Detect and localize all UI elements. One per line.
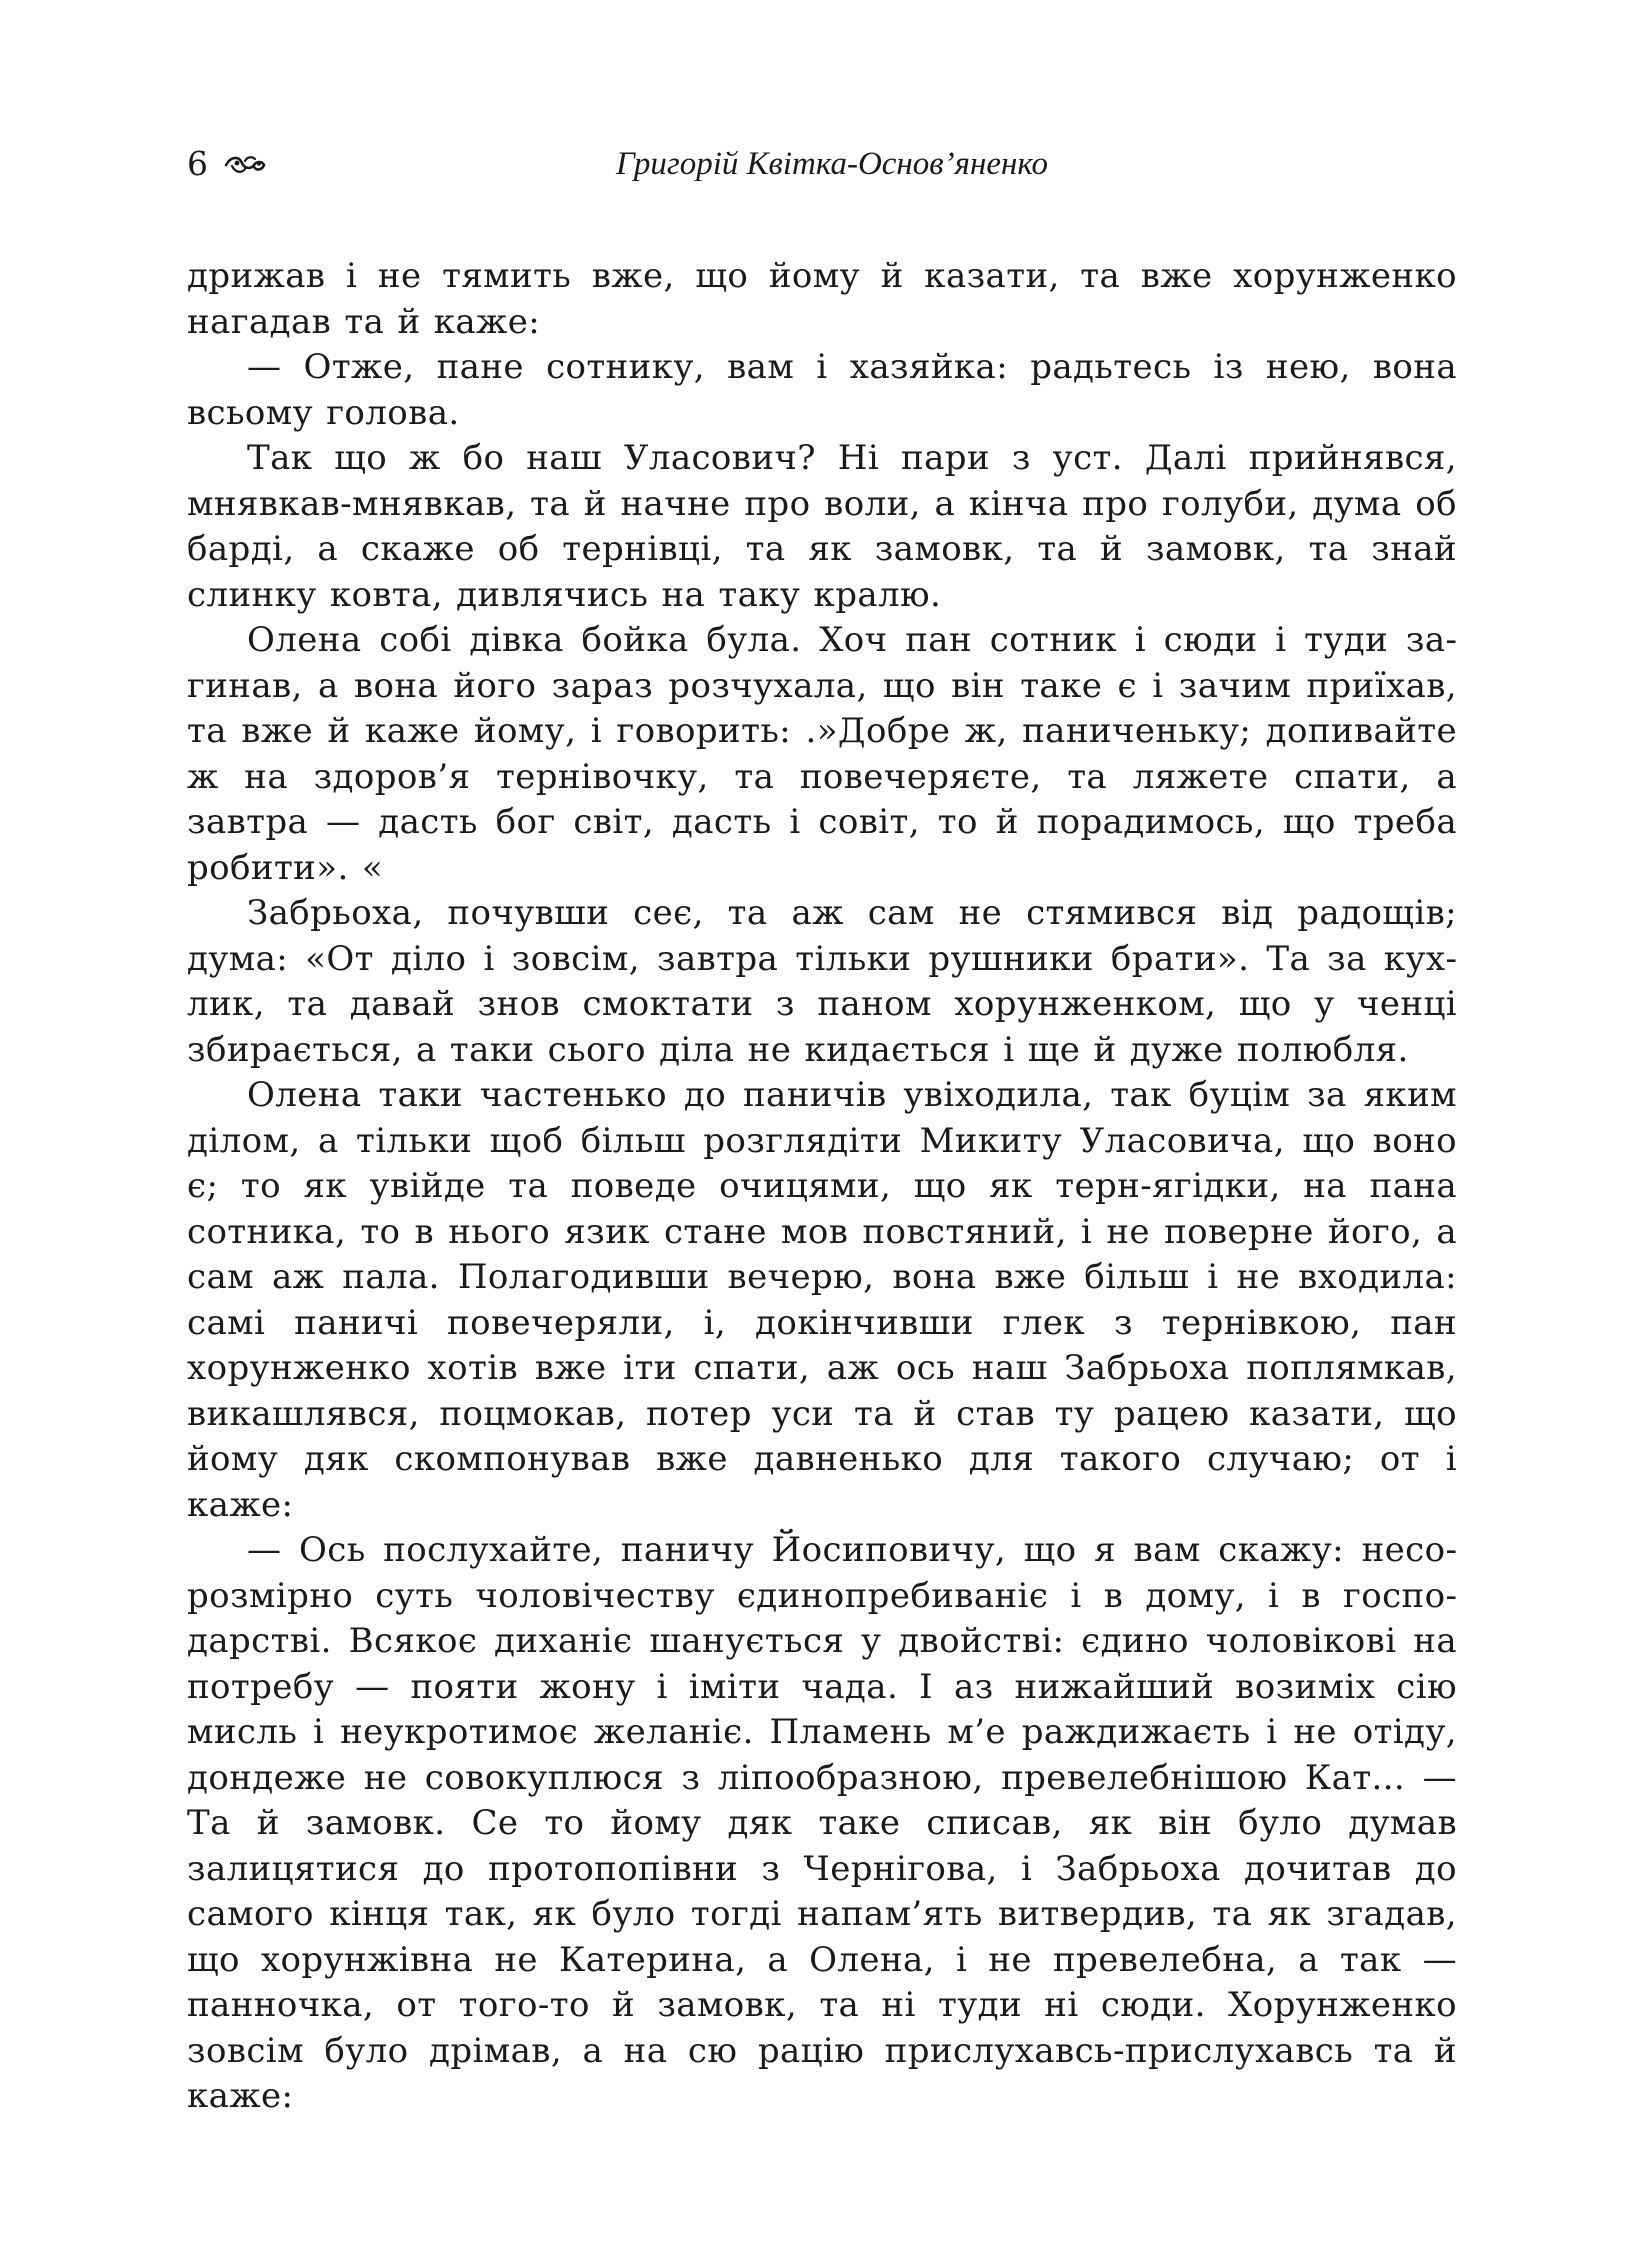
paragraph-2: — Отже, пане сотнику, вам і хазяйка: радьтесь із нею, вона всьому голова. [187,347,1457,433]
paragraph-4: Олена собі дівка бойка була. Хоч пан сотник і сюди і туди загинав, а вона його зараз розчухала, що він таке є і зачим приїхав, та вже й каже йому, і говорить: .»Добре ж, паниченьку; допивайте ж на здоров’я тернівочку, та повечеряєте, та ляжете спати, а завтра — дасть бог світ, дасть і совіт, то й порадимось, що треба робити». « [187,620,1457,888]
running-title: Григорій Квітка-Основ’яненко [615,146,1049,182]
paragraph-5: Забрьоха, почувши сеє, та аж сам не стямився від радощів; дума: «От діло і зовсім, завтра тільки рушники брати». Та за кухлик, та давай знов смоктати з паном хорунженком, що у ченці збирається, а таки сього діла не кидається і ще й дуже полюбля. [187,893,1457,1070]
paragraph-7: — Ось послухайте, паничу Йосиповичу, що я вам скажу: несорозмірно суть чоловічеству єдинопребиваніє і в дому, і в господарстві. Всякоє диханіє шанується у двойстві: єдино чоловікові на потребу — пояти жону і іміти чада. І аз нижайший возиміх сію мисль і неукротимоє желаніє. Пламень м’е раждижаєть і не отіду, дондеже не совокуплюся з ліпообразною, превелебнішою Кат... — Та й замовк. Се то йому дяк таке списав, як він було думав залицятися до протопопівни з Чернігова, і Забрьоха дочитав до самого кінця так, як було тогді напам’ять витвердив, та як згадав, що хорунжівна не Катерина, а Олена, і не превелебна, а так — панночка, от того-то й замовк, та ні туди ні сюди. Хорунженко зовсім було дрімав, а на сю рацію прислухавсь-прислухавсь та й каже: [187,1530,1457,2116]
page-number: 6 [187,144,208,183]
paragraph-3: Так що ж бо наш Уласович? Ні пари з уст. Далі прийнявся, мнявкав-мнявкав, та й начне про воли, а кінча про голуби, дума об барді, а скаже об тернівці, та як замовк, та й замовк, та знай слинку ковта, дивлячись на таку кралю. [187,438,1457,615]
book-page [187,140,1457,2120]
paragraph-1: дрижав і не тямить вже, що йому й казати, та вже хорунженко нагадав та й каже: [187,256,1457,342]
body-text [187,254,1457,2120]
running-head [187,140,1457,188]
paragraph-6: Олена таки частенько до паничів увіходила, так буцім за яким ділом, а тільки щоб більш розглядіти Микиту Уласовича, що воно є; то як увійде та поведе очицями, що як терн-ягідки, на пана сотника, то в нього язик стане мов повстяний, і не поверне його, а сам аж пала. Полагодивши вечерю, вона вже більш і не входила: самі паничі повечеряли, і, докінчивши глек з тернівкою, пан хорунженко хотів вже іти спати, аж ось наш Забрьоха поплямкав, викашлявся, поцмокав, потер уси та й став ту рацею казати, що йому дяк скомпонував вже давненько для такого случаю; от і каже: [187,1075,1457,1525]
